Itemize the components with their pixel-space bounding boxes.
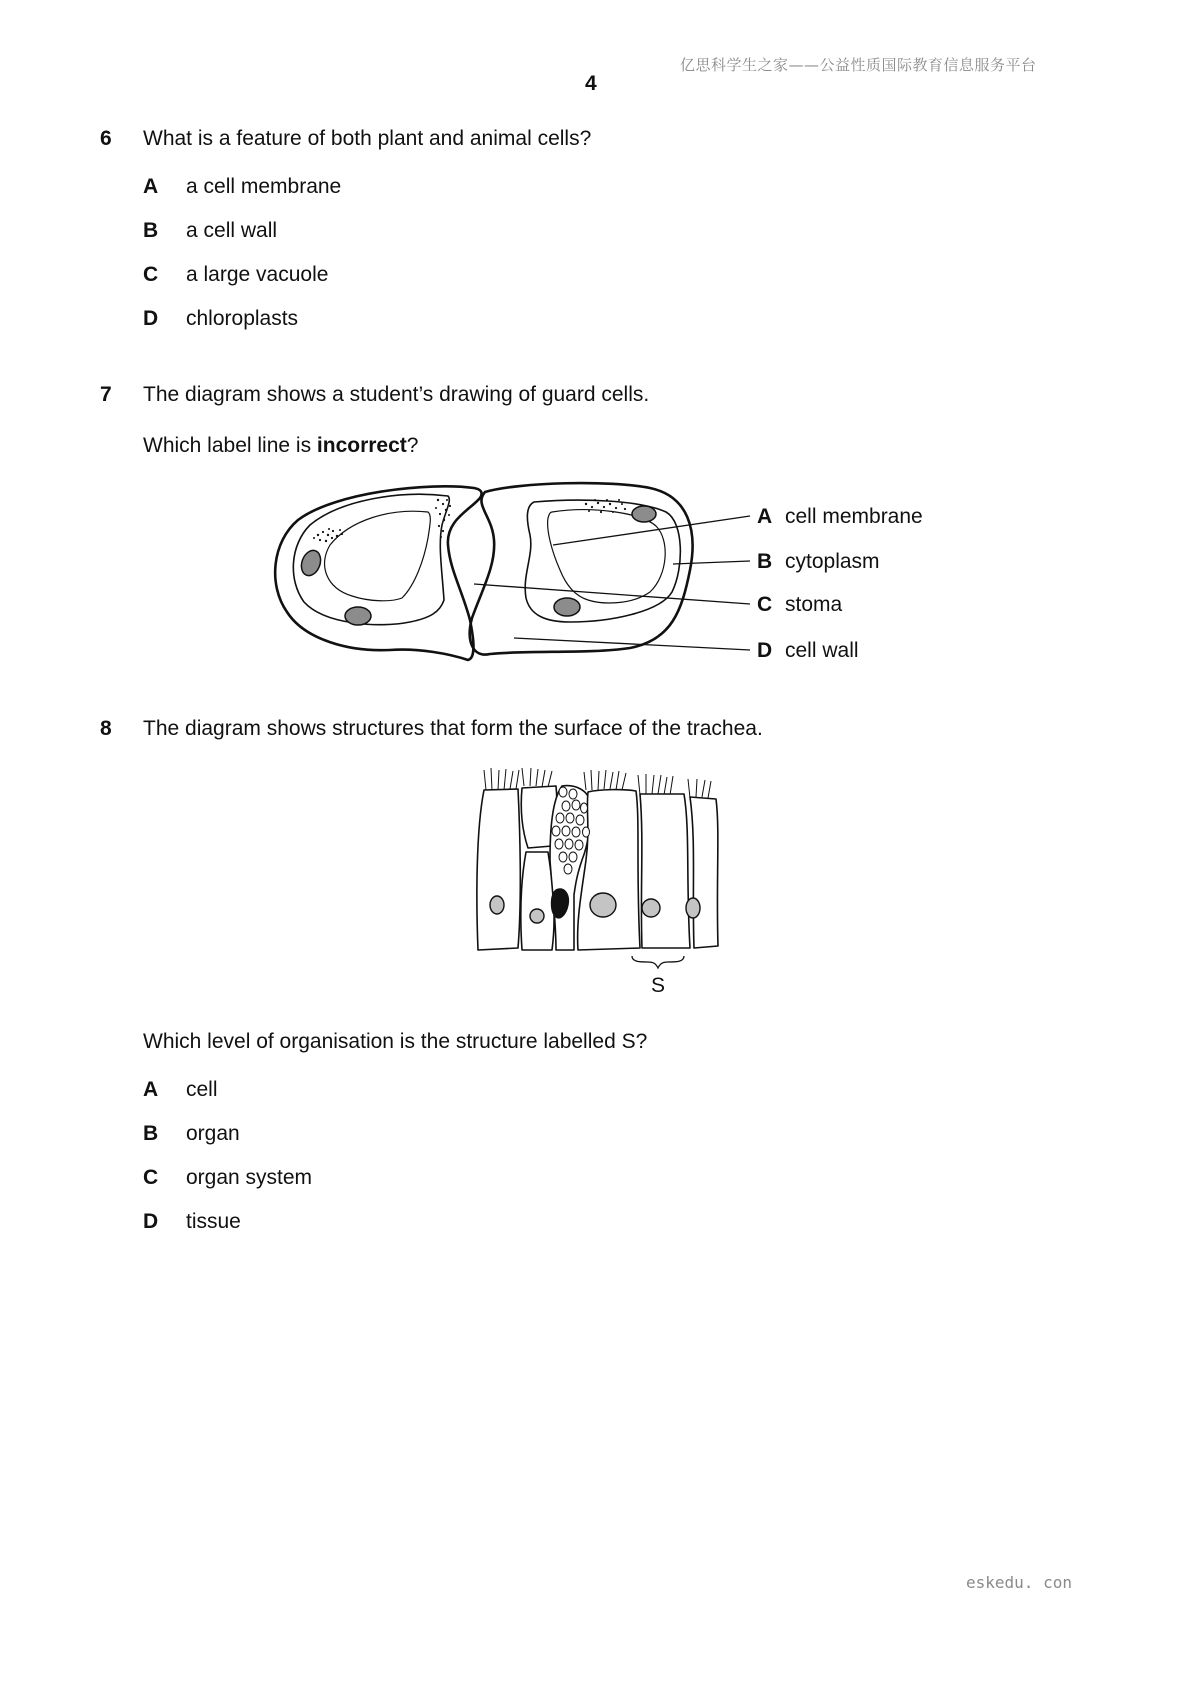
label-a-letter: A [757,505,773,528]
q8-option-d-text: tissue [186,1210,241,1233]
header-site-text: 亿思科学生之家——公益性质国际教育信息服务平台 [680,56,1037,74]
q6-text: What is a feature of both plant and animal cells? [143,127,592,150]
guard-cells-diagram [260,478,980,668]
q7-prompt [143,434,418,458]
nucleus [590,893,616,917]
label-b-text: cytoplasm [785,550,880,573]
q8-prompt: Which level of organisation is the structure labelled S? [143,1030,648,1053]
q6-option-b-letter: B [143,219,159,242]
ciliated-cell-s [640,794,690,948]
q6-option-d-letter: D [143,307,159,330]
label-line-b [673,561,750,564]
ciliated-cell [690,797,718,948]
label-line-c [474,584,750,604]
s-bracket [632,956,684,968]
label-c-text: stoma [785,593,843,616]
q8-option-d-letter: D [143,1210,159,1233]
q6-option-c-text: a large vacuole [186,263,329,286]
q7-prompt-post: ? [406,434,419,457]
ciliated-cell [477,789,520,950]
left-vacuole [325,511,431,601]
right-vacuole [548,510,666,603]
q6-option-c-letter: C [143,263,159,286]
nucleus [530,909,544,923]
label-a-text: cell membrane [785,505,923,528]
q6-option-d-text: chloroplasts [186,307,299,330]
q7-text: The diagram shows a student’s drawing of guard cells. [143,383,650,406]
q8-option-c-letter: C [143,1166,159,1189]
q7-prompt-pre: Which label line is [143,434,317,457]
q7-number: 7 [100,383,112,406]
page-number: 4 [585,72,597,95]
q6-number: 6 [100,127,112,150]
q8-option-c-text: organ system [186,1166,313,1189]
q8-option-a-letter: A [143,1078,159,1101]
nucleus [642,899,660,917]
label-d-letter: D [757,639,773,662]
q8-option-b-letter: B [143,1122,159,1145]
q8-option-a-text: cell [186,1078,218,1101]
footer-site: eskedu. con [966,1573,1072,1592]
q8-option-b-text: organ [186,1122,240,1145]
q6-option-a-letter: A [143,175,159,198]
q7-prompt-bold: incorrect [316,434,407,457]
ciliated-cell [578,790,640,950]
nucleus [490,896,504,914]
nucleus [686,898,700,918]
chloroplast [632,506,656,522]
basal-cell [521,852,554,950]
chloroplast [345,607,371,625]
label-c-letter: C [757,593,773,616]
q8-number: 8 [100,717,112,740]
chloroplast [298,548,324,579]
chloroplast [554,598,580,616]
q6-option-a-text: a cell membrane [186,175,342,198]
q6-option-b-text: a cell wall [186,219,278,242]
q8-text: The diagram shows structures that form the surface of the trachea. [143,717,763,740]
s-label: S [651,974,666,997]
label-b-letter: B [757,550,773,573]
trachea-diagram [470,760,730,1005]
label-d-text: cell wall [785,639,859,662]
